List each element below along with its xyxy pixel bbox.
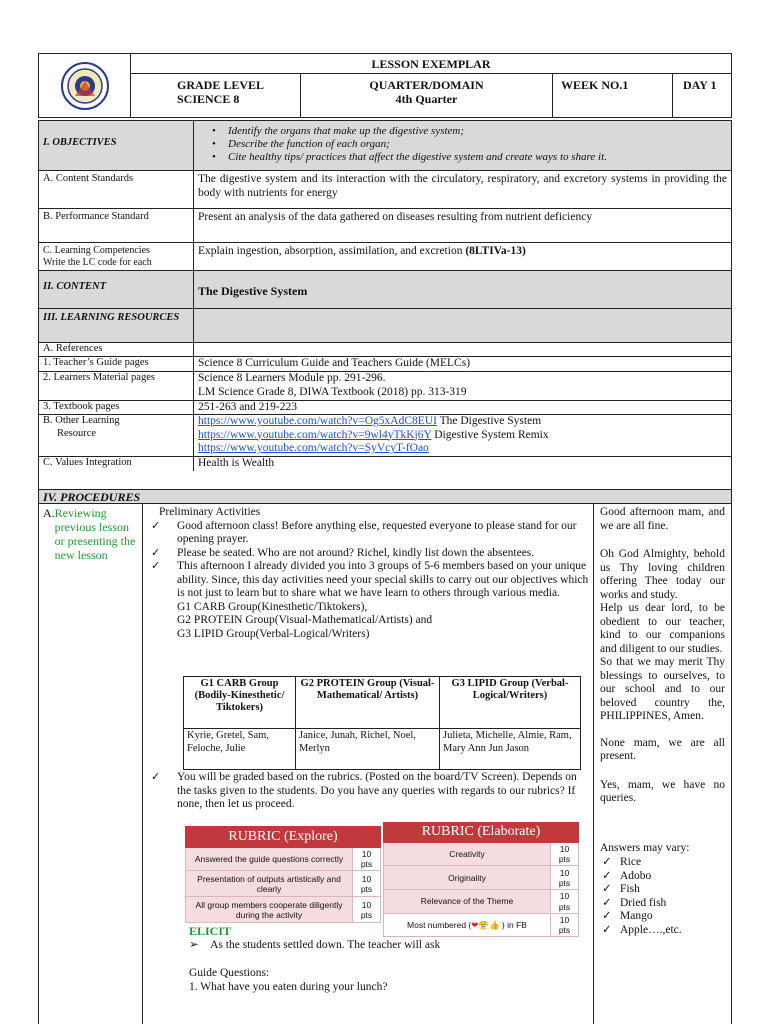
rubric-points: 10 pts bbox=[353, 897, 381, 923]
rubric-elaborate-table bbox=[383, 822, 579, 937]
prayer-text: Oh God Almighty, behold us Thy loving children offering Thee today our works and study. bbox=[600, 548, 725, 601]
references-label: A. References bbox=[39, 343, 194, 356]
lesson-header bbox=[38, 53, 732, 118]
procedures-label: IV. PROCEDURES bbox=[39, 490, 731, 504]
student-response: None mam, we are all present. bbox=[600, 736, 725, 762]
learners-material-value: Science 8 Learners Module pp. 291-296. bbox=[198, 372, 386, 384]
rubric-criteria: Presentation of outputs artistically and clearly bbox=[186, 871, 353, 897]
activity-bullet: ✓ Please be seated. Who are not around? Richel, kindly list down the absentees. bbox=[151, 546, 535, 559]
link-1-desc: The Digestive System bbox=[436, 415, 542, 427]
youtube-link-1[interactable]: https://www.youtube.com/watch?v=Og5xAdC8EUI bbox=[198, 415, 437, 427]
content-standards-row bbox=[39, 171, 731, 209]
deped-seal bbox=[39, 54, 131, 117]
answers-label: Answers may vary: bbox=[600, 842, 690, 854]
performance-standard-value: Present an analysis of the data gathered on diseases resulting from nutrient deficiency bbox=[198, 211, 593, 223]
rubric-points: 10 pts bbox=[551, 913, 579, 936]
step-letter: A. bbox=[43, 506, 55, 520]
student-response: Good afternoon mam, and we are all fine. bbox=[600, 506, 725, 532]
grade-level-cell bbox=[131, 74, 301, 117]
link-2-desc: Digestive System Remix bbox=[431, 428, 549, 441]
competencies-value: Explain ingestion, absorption, assimilation, and excretion bbox=[198, 245, 466, 257]
group-table bbox=[183, 676, 581, 770]
values-integration-value: Health is Wealth bbox=[198, 457, 275, 469]
group-header: G2 PROTEIN Group (Visual-Mathematical/ Artists) bbox=[296, 677, 440, 729]
group-line: G1 CARB Group(Kinesthetic/Tiktokers), bbox=[177, 600, 368, 613]
prayer-text: Help us dear lord, to be obedient to our teacher, kind to our companions and diligent to our studies. bbox=[600, 602, 725, 655]
lc-code: (8LTIVa-13) bbox=[465, 245, 526, 257]
performance-standard-row bbox=[39, 209, 731, 243]
teachers-guide-value: Science 8 Curriculum Guide and Teachers Guide (MELCs) bbox=[198, 357, 471, 369]
seal-icon bbox=[60, 61, 110, 111]
values-integration-row bbox=[39, 457, 731, 471]
group-members: Julieta, Michelle, Almie, Ram, Mary Ann Jun Jason bbox=[440, 729, 581, 770]
activity-bullet: ✓ This afternoon I already divided you into 3 groups of 5-6 members based on your unique ability. Since, this day activities need your special skills to carry out our objectives which is not just to learn but to share what we have learn to others through various media. bbox=[151, 560, 589, 600]
elicit-line: ➢ As the students settled down. The teacher will ask bbox=[189, 939, 441, 951]
check-icon: ✓ bbox=[151, 546, 161, 559]
values-integration-label: C. Values Integration bbox=[39, 457, 194, 471]
resources-row bbox=[39, 309, 731, 343]
objectives-row bbox=[39, 121, 731, 171]
activity-bullet: ✓ Good afternoon class! Before anything else, requested everyone to please stand for our opening prayer. bbox=[151, 519, 577, 546]
check-icon: ✓ bbox=[151, 519, 161, 532]
textbook-row bbox=[39, 401, 731, 415]
resources-label: III. LEARNING RESOURCES bbox=[39, 309, 194, 342]
lesson-table bbox=[38, 120, 732, 490]
competencies-sublabel: Write the LC code for each bbox=[43, 257, 152, 268]
teacher-activity-column bbox=[143, 504, 594, 1024]
rubric-criteria: Creativity bbox=[384, 843, 551, 866]
references-row bbox=[39, 343, 731, 357]
answer-item: ✓ Mango bbox=[600, 910, 682, 924]
elicit-label: ELICIT bbox=[189, 924, 232, 938]
quarter-value: 4th Quarter bbox=[395, 92, 458, 106]
rubric-criteria: Most numbered (❤😤👍 ) in FB bbox=[384, 913, 551, 936]
emoji-icons: ❤😤👍 bbox=[471, 919, 500, 930]
group-header: G3 LIPID Group (Verbal-Logical/Writers) bbox=[440, 677, 581, 729]
objectives-label: I. OBJECTIVES bbox=[39, 121, 194, 170]
objective-item: • Identify the organs that make up the digestive system; bbox=[228, 125, 727, 138]
objective-item: • Cite healthy tips/ practices that affect the digestive system and create ways to share it. bbox=[228, 151, 727, 164]
content-standards-label: A. Content Standards bbox=[39, 171, 194, 208]
rubric-criteria: All group members cooperate diligently during the activity bbox=[186, 897, 353, 923]
grade-level-value: SCIENCE 8 bbox=[177, 92, 240, 106]
arrow-icon: ➢ bbox=[189, 939, 199, 951]
content-value: The Digestive System bbox=[198, 284, 308, 298]
prayer-text: So that we may merit Thy blessings to ourselves, to our school and to our beloved country the, PHILIPPINES, Amen. bbox=[600, 656, 725, 722]
competencies-row bbox=[39, 243, 731, 271]
answer-item: ✓ Dried fish bbox=[600, 897, 682, 911]
other-resources-sublabel: Resource bbox=[57, 427, 97, 439]
check-icon: ✓ bbox=[151, 560, 161, 573]
learners-material-label: 2. Learners Material pages bbox=[39, 372, 194, 400]
answer-item: ✓ Rice bbox=[600, 856, 682, 870]
answers-list bbox=[600, 856, 682, 937]
group-members: Janice, Junah, Richel, Noel, Merlyn bbox=[296, 729, 440, 770]
content-row bbox=[39, 271, 731, 309]
objective-item: • Describe the function of each organ; bbox=[228, 138, 727, 151]
procedures-section bbox=[38, 489, 732, 1024]
competencies-label: C. Learning Competencies bbox=[43, 245, 150, 256]
student-response-column bbox=[594, 504, 731, 1024]
youtube-link-2[interactable]: https://www.youtube.com/watch?v=9wl4yTkKj6Y bbox=[198, 428, 432, 441]
rubric-points: 10 pts bbox=[353, 871, 381, 897]
teachers-guide-row bbox=[39, 357, 731, 372]
youtube-link-3[interactable]: https://www.youtube.com/watch?v=SyVcyT-fOao bbox=[198, 442, 429, 454]
rubric-criteria: Relevance of the Theme bbox=[384, 890, 551, 913]
learners-material-row bbox=[39, 372, 731, 401]
group-members: Kyrie, Gretel, Sam, Feloche, Julie bbox=[184, 729, 296, 770]
rubric-points: 10 pts bbox=[551, 866, 579, 890]
rubric-points: 10 pts bbox=[551, 843, 579, 866]
rubric-elaborate-title: RUBRIC (Elaborate) bbox=[384, 823, 579, 843]
content-standards-value: The digestive system and its interaction with the circulatory, respiratory, and excretory systems in providing the body with nutrients for energy bbox=[198, 173, 727, 199]
performance-standard-label: B. Performance Standard bbox=[39, 209, 194, 242]
group-line: G3 LIPID Group(Verbal-Logical/Writers) bbox=[177, 627, 370, 640]
other-resources-row bbox=[39, 415, 731, 457]
objectives-list bbox=[198, 125, 727, 164]
rubric-explore-title: RUBRIC (Explore) bbox=[186, 827, 381, 848]
grade-level-label: GRADE LEVEL bbox=[177, 78, 265, 92]
rubric-points: 10 pts bbox=[353, 848, 381, 871]
quarter-label: QUARTER/DOMAIN bbox=[369, 78, 484, 92]
rubric-explore-table bbox=[185, 826, 381, 923]
textbook-label: 3. Textbook pages bbox=[39, 401, 194, 414]
preliminary-title: Preliminary Activities bbox=[159, 506, 261, 518]
rubric-note: ✓ You will be graded based on the rubrics. (Posted on the board/TV Screen). Depends on the tasks given to the students. Do you have any queries with regards to our rubrics? If none, then let us proceed. bbox=[151, 771, 577, 810]
answer-item: ✓ Fish bbox=[600, 883, 682, 897]
check-icon: ✓ bbox=[151, 771, 161, 783]
step-name: Reviewing previous lesson or presenting the new lesson bbox=[54, 506, 136, 562]
textbook-value: 251-263 and 219-223 bbox=[198, 401, 298, 413]
group-header: G1 CARB Group (Bodily-Kinesthetic/ Tiktokers) bbox=[184, 677, 296, 729]
rubric-criteria: Originality bbox=[384, 866, 551, 890]
week-cell: WEEK NO.1 bbox=[553, 74, 673, 117]
guide-question-1: 1. What have you eaten during your lunch? bbox=[189, 981, 388, 993]
answer-item: ✓ Adobo bbox=[600, 870, 682, 884]
student-response: Yes, mam, we have no queries. bbox=[600, 778, 725, 804]
rubric-criteria: Answered the guide questions correctly bbox=[186, 848, 353, 871]
document-title: LESSON EXEMPLAR bbox=[131, 54, 731, 74]
other-resources-label: B. Other Learning bbox=[43, 415, 120, 426]
answer-item: ✓ Apple….,etc. bbox=[600, 924, 682, 938]
guide-questions-label: Guide Questions: bbox=[189, 967, 270, 979]
learners-material-value: LM Science Grade 8, DIWA Textbook (2018) pp. 313-319 bbox=[198, 385, 467, 398]
teachers-guide-label: 1. Teacher’s Guide pages bbox=[39, 357, 194, 371]
content-label: II. CONTENT bbox=[39, 271, 194, 308]
rubric-points: 10 pts bbox=[551, 890, 579, 913]
procedure-step-column bbox=[39, 504, 143, 1024]
quarter-cell bbox=[301, 74, 553, 117]
day-cell: DAY 1 bbox=[683, 78, 717, 92]
group-line: G2 PROTEIN Group(Visual-Mathematical/Artists) and bbox=[177, 614, 433, 627]
